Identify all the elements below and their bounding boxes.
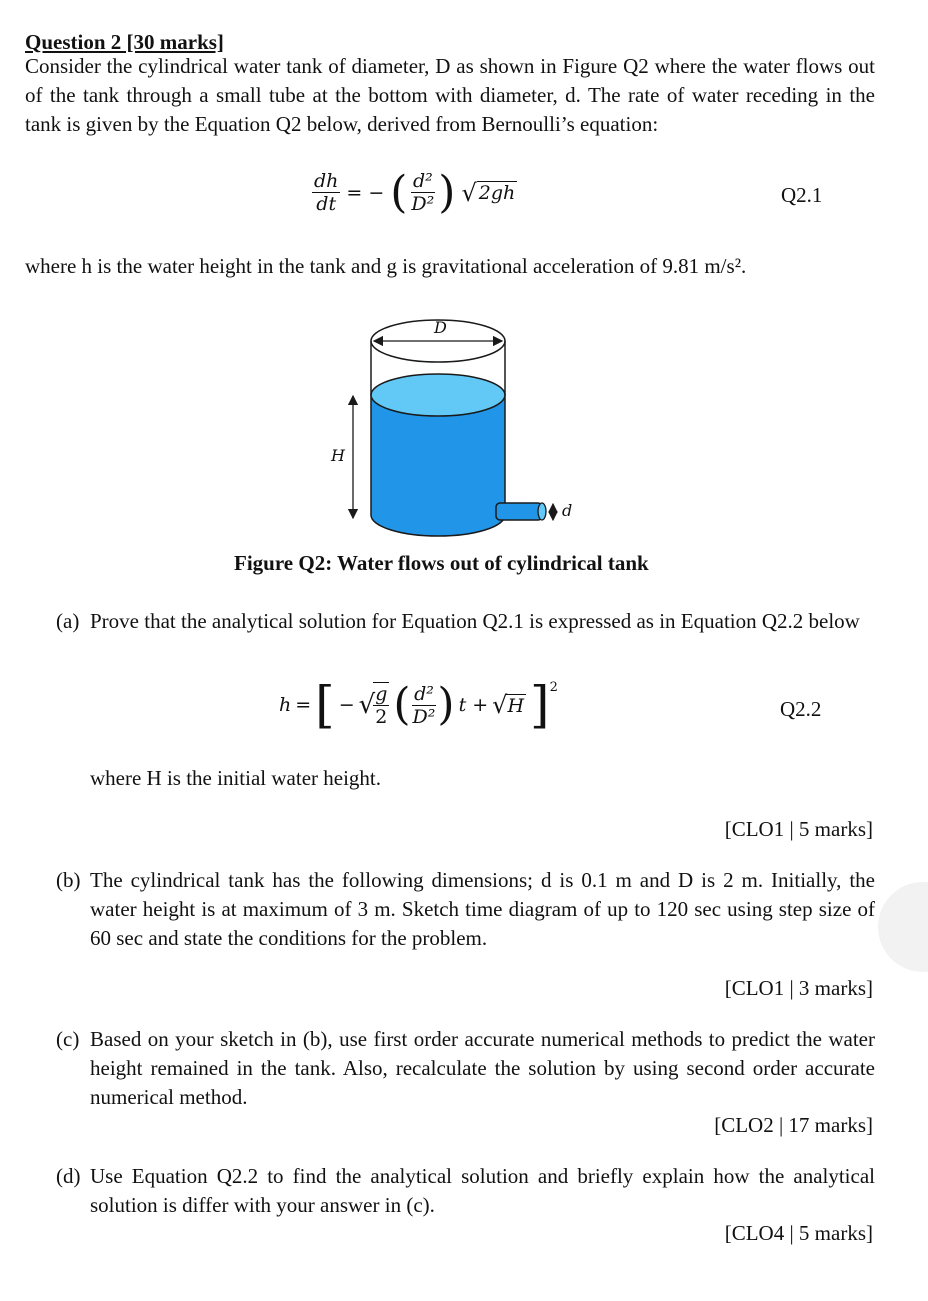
eq2-sqrt-sign: √ (358, 690, 376, 720)
eq2-paren-left: ( (393, 679, 411, 730)
eq1-label: Q2.1 (781, 183, 823, 207)
label-d: d (562, 501, 573, 520)
eq2-equals: = (295, 694, 312, 716)
eq2-root-den: 2 (375, 706, 388, 728)
eq2-inner-den: D² (412, 705, 436, 728)
eq2-paren-right: ) (437, 679, 455, 730)
eq2-sqrt-H-content: H (507, 694, 525, 717)
eq1-lhs-fraction (312, 170, 340, 215)
eq2-root-num: g (375, 683, 388, 705)
where-paragraph-1: where h is the water height in the tank and g is gravitational acceleration of 9.81 m/s². (25, 254, 747, 278)
outlet-tube (496, 503, 542, 520)
part-c-text: Based on your sketch in (b), use first order accurate numerical methods to predict the water height remained in the tank. Also, recalculate the solution by using second order accurate numerical method. (90, 1027, 875, 1109)
eq2-root-fraction (373, 682, 389, 728)
eq1-paren-right: ) (438, 166, 456, 218)
eq1-inner-num: d² (412, 170, 433, 192)
label-H: H (331, 446, 345, 465)
eq2-h: h (279, 694, 292, 716)
part-b-text: The cylindrical tank has the following dimensions; d is 0.1 m and D is 2 m. Initially, the water height is at maximum of 3 m. Sketch time diagram of up to 120 sec using step size of 60 sec and state the conditions for the problem. (90, 868, 875, 950)
eq1-paren-left: ( (390, 166, 408, 218)
eq2-bracket-right: ] (530, 676, 550, 734)
eq1-inner-fraction (409, 170, 436, 215)
part-d-label: (d) (56, 1164, 81, 1188)
eq2-bracket-left: [ (315, 676, 335, 734)
part-a-text: Prove that the analytical solution for Equation Q2.1 is expressed as in Equation Q2.2 below (90, 609, 860, 633)
tank-water-surface (371, 374, 505, 416)
eq1-minus: − (368, 181, 385, 204)
eq1-inner-den: D² (411, 193, 435, 215)
part-c-marks: [CLO2 | 17 marks] (714, 1113, 873, 1137)
part-d-text: Use Equation Q2.2 to find the analytical solution and briefly explain how the analytical solution is differ with your answer in (c). (90, 1164, 875, 1217)
part-b-label: (b) (56, 868, 81, 892)
eq2-power: 2 (549, 680, 558, 695)
part-a-marks: [CLO1 | 5 marks] (724, 817, 873, 841)
eq2-sqrt-H-sign: √ (492, 691, 508, 719)
where-paragraph-2: where H is the initial water height. (90, 766, 381, 790)
equation-q2-1 (312, 166, 517, 218)
eq1-lhs-den: dt (316, 193, 337, 215)
eq2-inner-fraction (411, 683, 438, 728)
intro-paragraph: Consider the cylindrical water tank of diameter, D as shown in Figure Q2 where the water flows out of the tank through a small tube at the bottom with diameter, d. The rate of water receding in the tank is given by the Equation Q2 below, derived from Bernoulli’s equation: (25, 54, 875, 136)
eq2-label: Q2.2 (780, 697, 822, 721)
part-c-label: (c) (56, 1027, 80, 1051)
outlet-tube-end (538, 503, 546, 520)
part-d-marks: [CLO4 | 5 marks] (724, 1221, 873, 1245)
eq2-t-plus: t + (458, 694, 489, 716)
equation-q2-2 (279, 676, 558, 734)
label-D: D (434, 318, 447, 337)
eq1-sqrt-content: 2gh (478, 182, 516, 204)
part-b-marks: [CLO1 | 3 marks] (724, 976, 873, 1000)
eq1-lhs-num: dh (314, 170, 339, 192)
eq2-inner-num: d² (414, 682, 434, 705)
eq2-minus: − (338, 694, 355, 716)
scroll-shadow (878, 882, 928, 972)
eq1-equals: = (346, 181, 363, 204)
eq1-sqrt-sign: √ (461, 178, 477, 207)
part-a-label: (a) (56, 609, 80, 633)
figure-caption: Figure Q2: Water flows out of cylindrical tank (234, 551, 649, 575)
question-heading: Question 2 [30 marks] (25, 30, 224, 54)
